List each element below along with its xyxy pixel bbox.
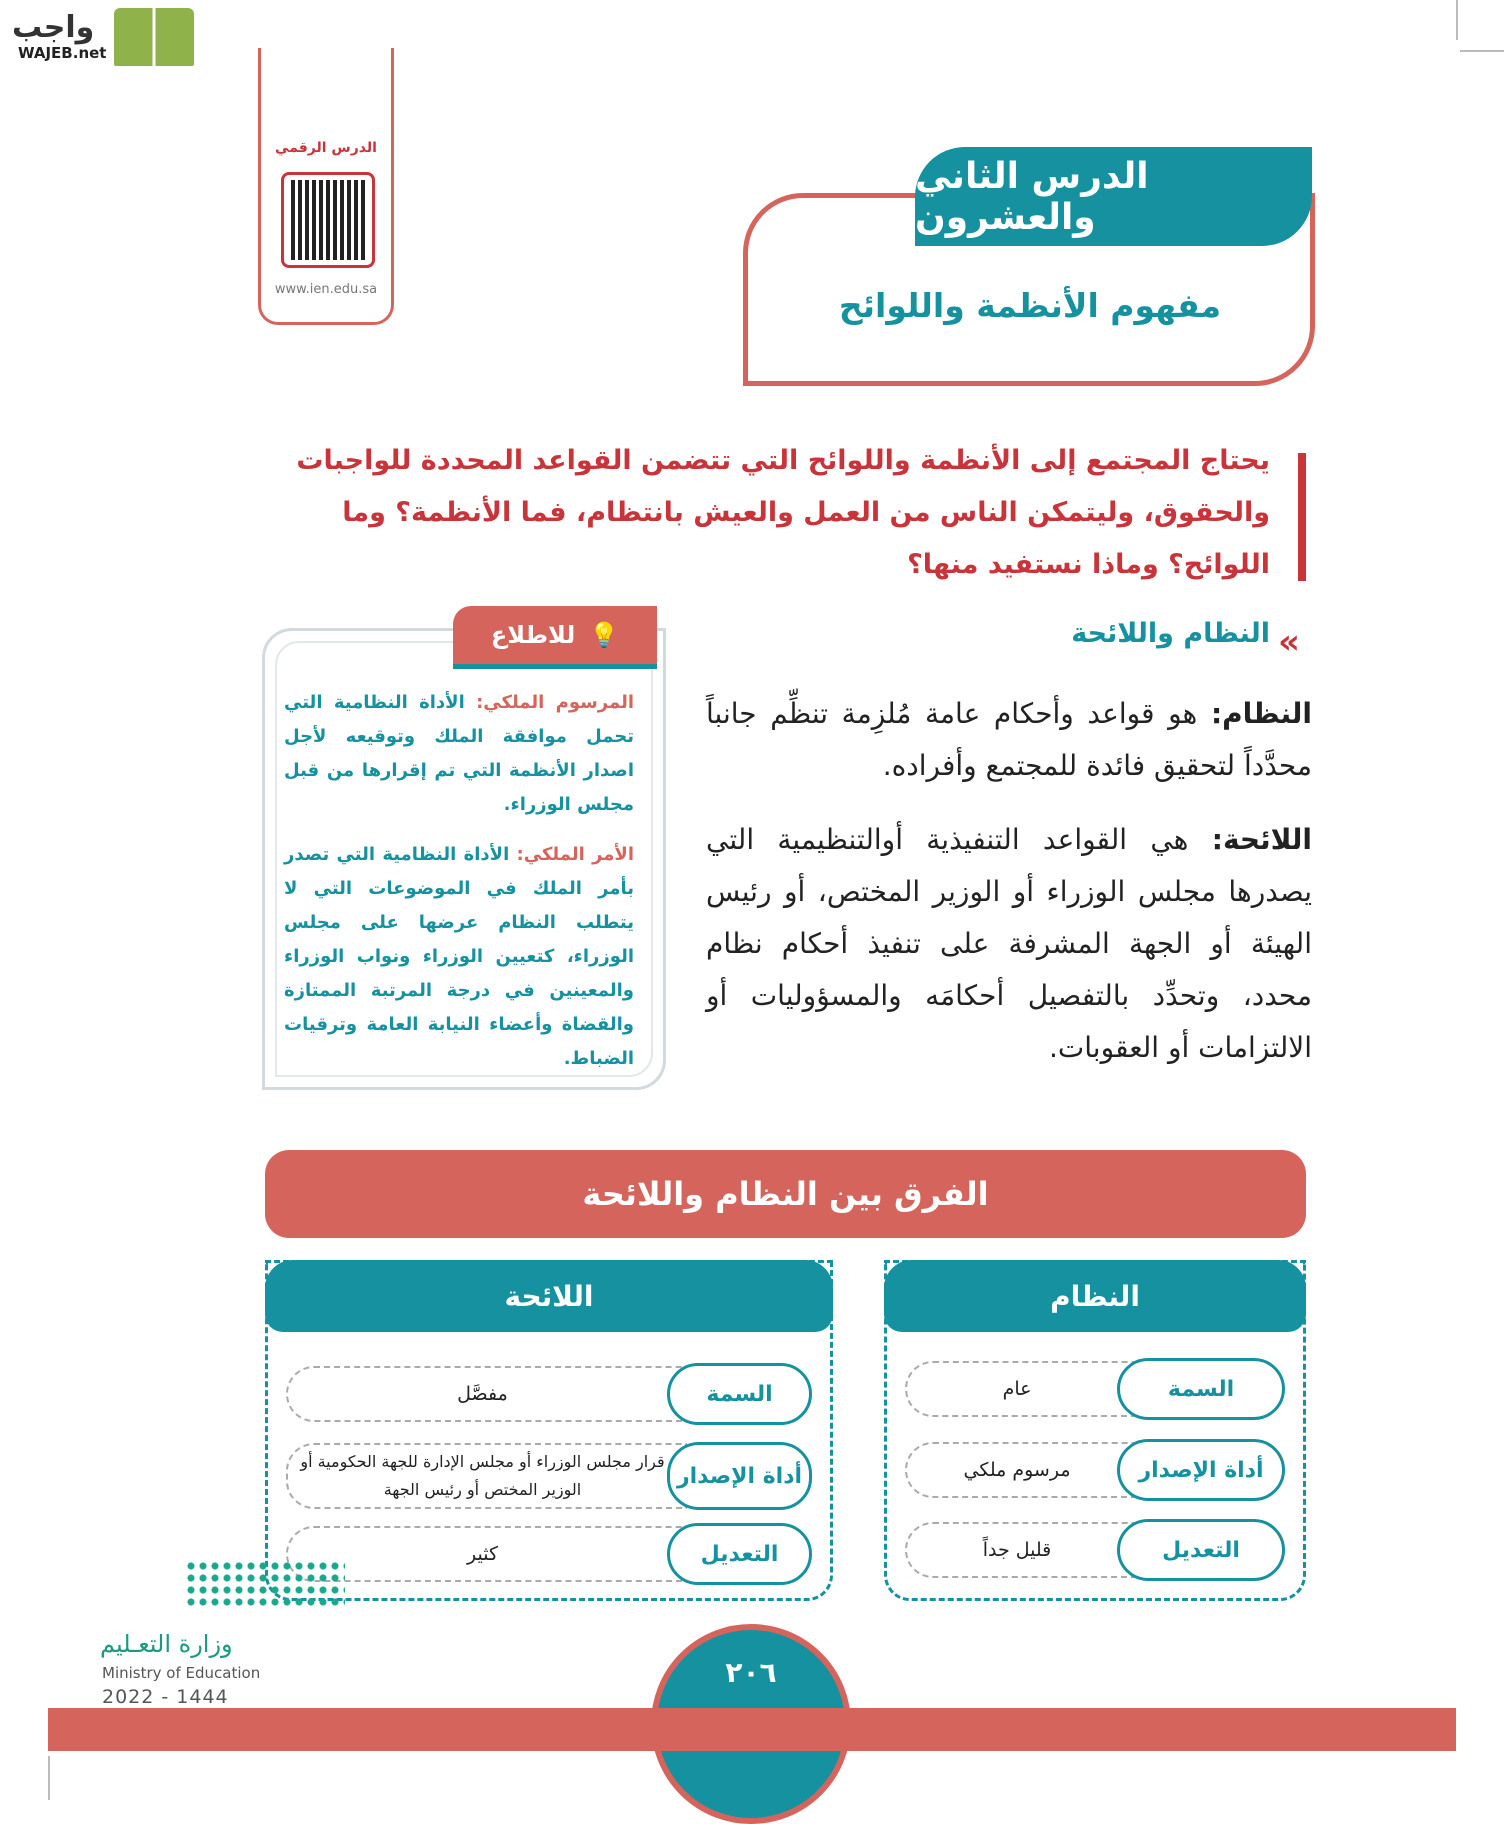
info-tab [453,606,657,664]
wajeb-logo [8,4,198,70]
definition-laiha [706,814,1312,1074]
section-heading: النظام واللائحة [1071,618,1270,649]
ministry-dots-icon [185,1560,345,1610]
comparison-title: الفرق بين النظام واللائحة [265,1150,1306,1238]
edition-year: 2022 - 1444 [102,1686,229,1708]
row-label: السمة [667,1363,812,1425]
laiha-card-header: اللائحة [265,1260,833,1332]
crop-mark [1456,0,1458,40]
lesson-title: مفهوم الأنظمة واللوائح [838,286,1222,325]
chevron-icon: « [1278,622,1300,662]
footer-bar [48,1708,1456,1751]
book-icon [114,8,194,66]
row-value: مفصَّل [286,1366,687,1422]
intro-accent-bar [1298,453,1306,581]
logo-latin: WAJEB.net [18,44,107,62]
info-text [284,686,634,1092]
ministry-logo [100,1560,290,1710]
info-item [284,686,634,822]
definition-nizam [706,688,1312,792]
logo-arabic: واجب [12,10,95,45]
info-desc: الأداة النظامية التي تحمل موافقة الملك وتوقيعه لأجل اصدار الأنظمة التي تم إقرارها من قبل مجلس الوزراء. [284,692,634,815]
info-term: المرسوم الملكي: [476,692,635,713]
definitions [706,688,1312,1096]
definition-text: هو قواعد وأحكام عامة مُلزِمة تنظِّم جانباً محدَّداً لتحقيق فائدة للمجتمع وأفراده. [706,697,1312,782]
laiha-card [265,1260,833,1601]
row-value: قرار مجلس الوزراء أو مجلس الإدارة للجهة الحكومية أو الوزير المختص أو رئيس الجهة [286,1443,687,1509]
row-label: السمة [1117,1358,1285,1420]
nizam-card [884,1260,1306,1601]
digital-lesson-url[interactable]: www.ien.edu.sa [274,282,378,297]
info-item [284,838,634,1076]
term: النظام: [1210,697,1312,730]
qr-code-icon[interactable] [281,172,375,268]
row-label: أداة الإصدار [1117,1439,1285,1501]
term: اللائحة: [1211,823,1312,856]
comparison-row [905,1519,1285,1581]
crop-mark [1460,50,1504,52]
comparison-row [286,1523,812,1585]
lesson-number-badge: الدرس الثاني والعشرون [915,147,1312,246]
row-label: التعديل [1117,1519,1285,1581]
digital-lesson-label: الدرس الرقمي [275,140,377,156]
page-number: ٢٠٦ [725,1656,777,1689]
digital-lesson-card [258,48,394,325]
intro-text: يحتاج المجتمع إلى الأنظمة واللوائح التي تتضمن القواعد المحددة للواجبات والحقوق، وليتمكن الناس من العمل والعيش بانتظام، فما الأنظمة؟ وما اللوائح؟ وماذا نستفيد منها؟ [296,445,1270,580]
comparison-row [905,1358,1285,1420]
comparison-row [286,1441,812,1511]
info-term: الأمر الملكي: [516,844,634,865]
lightbulb-book-icon: 💡 [589,621,620,649]
comparison-row [905,1439,1285,1501]
row-label: أداة الإصدار [667,1442,812,1510]
ministry-arabic: وزارة التعـليم [100,1630,233,1658]
row-value: عام [905,1361,1137,1417]
row-value: كثير [286,1526,687,1582]
definition-text: هي القواعد التنفيذية أوالتنظيمية التي يصدرها مجلس الوزراء أو الوزير المختص، أو رئيس الهيئة أو الجهة المشرفة على تنفيذ أحكام نظام محدد، وتحدِّد بالتفصيل أحكامَه والمسؤوليات أو الالتزامات أو العقوبات. [706,823,1312,1064]
crop-mark [48,1756,50,1800]
info-tab-label: للاطلاع [490,621,576,649]
info-desc: الأداة النظامية التي تصدر بأمر الملك في الموضوعات التي لا يتطلب النظام عرضها على مجلس الوزراء، كتعيين الوزراء ونواب الوزراء والمعينين في درجة المرتبة الممتازة والقضاة وأعضاء النيابة العامة وترقيات الضباط. [284,844,634,1069]
ministry-english: Ministry of Education [102,1664,261,1682]
row-value: مرسوم ملكي [905,1442,1137,1498]
nizam-card-header: النظام [884,1260,1306,1332]
row-label: التعديل [667,1523,812,1585]
row-value: قليل جداً [905,1522,1137,1578]
comparison-row [286,1363,812,1425]
